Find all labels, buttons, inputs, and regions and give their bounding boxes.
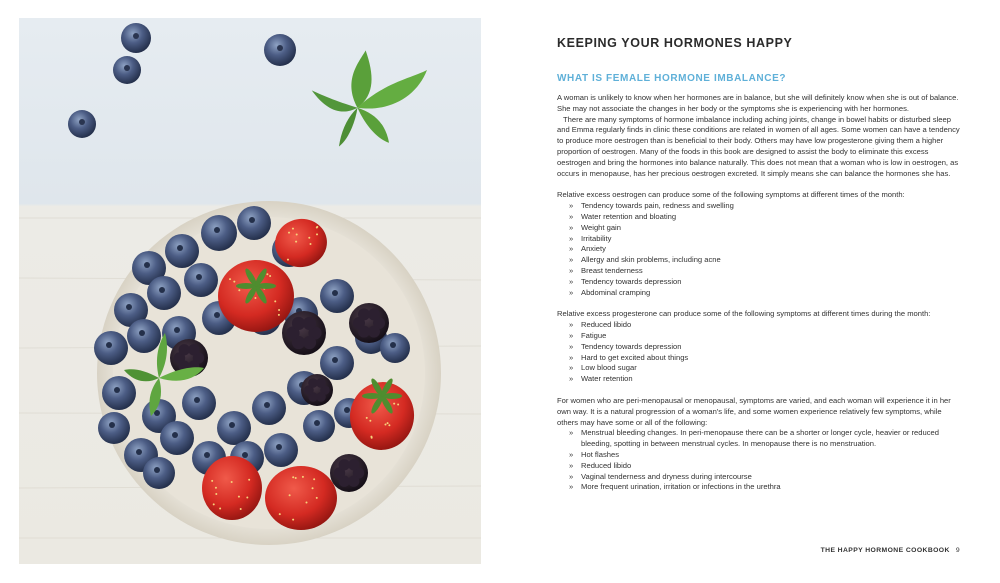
strawberry-seed <box>279 513 281 515</box>
list-item: » Water retention and bloating <box>569 212 962 223</box>
strawberry <box>265 466 337 530</box>
strawberry-seed <box>306 501 308 503</box>
blueberry-crown <box>214 312 220 318</box>
blueberry <box>252 391 286 425</box>
blueberry-crown <box>174 327 180 333</box>
list-item: » Tendency towards depression <box>569 342 962 353</box>
blueberry <box>320 346 354 380</box>
strawberry-seed <box>274 300 276 302</box>
strawberry-seed <box>366 417 368 419</box>
page-footer <box>821 547 960 554</box>
blueberry-crown <box>314 420 320 426</box>
strawberry-seed <box>295 241 297 243</box>
blueberry-crown <box>133 33 139 39</box>
strawberry-seed <box>213 503 215 505</box>
list-item: » Hard to get excited about things <box>569 353 962 364</box>
list-item: » Tendency towards depression <box>569 277 962 288</box>
strawberry-seed <box>231 481 233 483</box>
strawberry-seed <box>269 275 271 277</box>
progesterone-intro: Relative excess progesterone can produce some of the following symptoms at different times during the month: <box>557 309 931 319</box>
blueberry-crown <box>214 227 220 233</box>
blueberry-crown <box>159 287 165 293</box>
strawberry-seed <box>246 496 248 498</box>
strawberry-seed <box>385 424 387 426</box>
blueberry <box>237 206 271 240</box>
strawberry-seed <box>316 226 318 228</box>
strawberry-seed <box>387 422 389 424</box>
blueberry <box>264 433 298 467</box>
blueberry-crown <box>79 119 85 125</box>
blueberry-crown <box>276 444 282 450</box>
blueberry <box>160 421 194 455</box>
berry-bowl-illustration <box>19 18 481 564</box>
list-item: » Abdominal cramping <box>569 288 962 299</box>
strawberry-seed <box>248 479 250 481</box>
progesterone-symptom-list <box>557 320 962 385</box>
strawberry-seed <box>316 497 318 499</box>
list-item: » Reduced libido <box>569 461 962 472</box>
strawberry-seed <box>288 232 290 234</box>
strawberry-seed <box>229 278 231 280</box>
strawberry-seed <box>278 309 280 311</box>
blueberry <box>182 386 216 420</box>
oestrogen-symptom-list <box>557 201 962 298</box>
blueberry-crown <box>344 407 350 413</box>
blueberry <box>102 376 136 410</box>
strawberry-seed <box>289 494 291 496</box>
strawberry-seed <box>308 237 310 239</box>
strawberry-seed <box>219 507 221 509</box>
strawberry-seed <box>316 233 318 235</box>
strawberry <box>202 456 262 520</box>
blueberry-crown <box>126 304 132 310</box>
strawberry-seed <box>295 477 297 479</box>
list-item: » Breast tenderness <box>569 266 962 277</box>
blueberry-crown <box>109 422 115 428</box>
strawberry-seed <box>238 496 240 498</box>
body-paragraph: There are many symptoms of hormone imbalance including aching joints, change in bowel habits or disturbed sleep and Emma regularly finds in clinic these conditions are related in women of all ages. Some women can have a tendency to produce more oestrogen than is beneficial to their body. Others may have low progesterone giving them a higher proportion of oestrogen. Many of the foods in this book are designed to assist the body to eliminate this excess oestrogen and bring the hormones into balance naturally. This does not mean that a woman who is low in oestrogen, as occurs in menopause, has her precious oestrogen excreted. It simply means she can balance the hormones she has. <box>557 114 960 178</box>
strawberry <box>218 260 294 332</box>
list-item: » Low blood sugar <box>569 363 962 374</box>
book-title: THE HAPPY HORMONE COOKBOOK <box>820 547 950 554</box>
blueberry <box>127 319 161 353</box>
page-number: 9 <box>955 547 960 554</box>
blueberry <box>143 457 175 489</box>
blueberry <box>217 411 251 445</box>
list-item: » Allergy and skin problems, including acne <box>569 255 962 266</box>
strawberry-seed <box>313 478 315 480</box>
blueberry-crown <box>139 330 145 336</box>
blueberry-crown <box>154 467 160 473</box>
list-item: » Anxiety <box>569 244 962 255</box>
list-item: » Hot flashes <box>569 450 962 461</box>
strawberry-seed <box>287 259 289 261</box>
blueberry <box>380 333 410 363</box>
blueberry <box>201 215 237 251</box>
strawberry-seed <box>215 493 217 495</box>
oestrogen-intro: Relative excess oestrogen can produce some of the following symptoms at different times of the month: <box>557 190 905 200</box>
blueberry-crown <box>194 397 200 403</box>
blueberry <box>303 410 335 442</box>
blackberry-drupelet <box>303 317 316 330</box>
blueberry-crown <box>124 65 130 71</box>
blackberry-drupelet <box>368 308 380 320</box>
list-item: » Irritability <box>569 234 962 245</box>
blueberry-crown <box>242 452 248 458</box>
blackberry-drupelet <box>188 344 199 355</box>
list-item: » More frequent urination, irritation or infections in the urethra <box>569 482 962 493</box>
strawberry-seed <box>233 281 235 283</box>
blueberry-crown <box>332 290 338 296</box>
section-subtitle: WHAT IS FEMALE HORMONE IMBALANCE? <box>557 73 787 84</box>
strawberry-seed <box>215 487 217 489</box>
blueberry-crown <box>106 342 112 348</box>
blackberry-drupelet <box>348 459 359 470</box>
menopause-symptom-list <box>557 428 962 493</box>
list-item: » Fatigue <box>569 331 962 342</box>
blueberry-crown <box>229 422 235 428</box>
strawberry-seed <box>370 436 372 438</box>
blueberry <box>147 276 181 310</box>
blueberry-crown <box>196 274 202 280</box>
blueberry-crown <box>204 452 210 458</box>
blueberry-crown <box>172 432 178 438</box>
blueberry-crown <box>177 245 183 251</box>
strawberry-seed <box>388 424 390 426</box>
blueberry-crown <box>390 342 396 348</box>
blackberry-drupelet <box>316 378 326 388</box>
list-item: » Tendency towards pain, redness and swelling <box>569 201 962 212</box>
strawberry-seed <box>278 314 280 316</box>
strawberry-seed <box>254 297 256 299</box>
list-item: » Vaginal tenderness and dryness during intercourse <box>569 472 962 483</box>
strawberry-seed <box>211 480 213 482</box>
intro-paragraph: A woman is unlikely to know when her hormones are in balance, but she will definitely know when she is out of balance. She may not associate the changes in her body or the symptoms she is experiencing with her hormones. <box>557 93 959 113</box>
list-item: » Reduced libido <box>569 320 962 331</box>
blueberry-crown <box>264 402 270 408</box>
blueberry-crown <box>332 357 338 363</box>
strawberry-seed <box>292 519 294 521</box>
blueberry-crown <box>144 262 150 268</box>
list-item: » Weight gain <box>569 223 962 234</box>
blueberry-crown <box>249 217 255 223</box>
blueberry <box>320 279 354 313</box>
blueberry <box>98 412 130 444</box>
strawberry-seed <box>397 403 399 405</box>
strawberry-seed <box>266 273 268 275</box>
blueberry <box>165 234 199 268</box>
list-item: » Water retention <box>569 374 962 385</box>
blueberry-crown <box>136 449 142 455</box>
strawberry-seed <box>369 420 371 422</box>
blueberry <box>94 331 128 365</box>
list-item: » Menstrual bleeding changes. In peri-menopause there can be a shorter or longer cycle, heavier or reduced bleeding, spotting in between menstrual cycles. In menopause there is no menstruation. <box>569 428 962 450</box>
blueberry-crown <box>277 45 283 51</box>
strawberry-seed <box>240 508 242 510</box>
strawberry-seed <box>302 476 304 478</box>
text-page <box>557 36 962 493</box>
berry-photo <box>19 18 481 564</box>
strawberry-seed <box>309 243 311 245</box>
blueberry <box>184 263 218 297</box>
page-title: KEEPING YOUR HORMONES HAPPY <box>557 36 793 50</box>
blueberry-crown <box>114 387 120 393</box>
strawberry-seed <box>312 487 314 489</box>
strawberry-seed <box>296 233 298 235</box>
strawberry-seed <box>238 289 240 291</box>
strawberry-seed <box>292 476 294 478</box>
strawberry-seed <box>393 403 395 405</box>
strawberry-seed <box>292 228 294 230</box>
menopause-intro: For women who are peri-menopausal or menopausal, symptoms are varied, and each woman will experience it in her own way. It is a natural progression of a woman's life, and some women experience relatively few symptoms, while others may have some or all of the following: <box>557 395 951 427</box>
